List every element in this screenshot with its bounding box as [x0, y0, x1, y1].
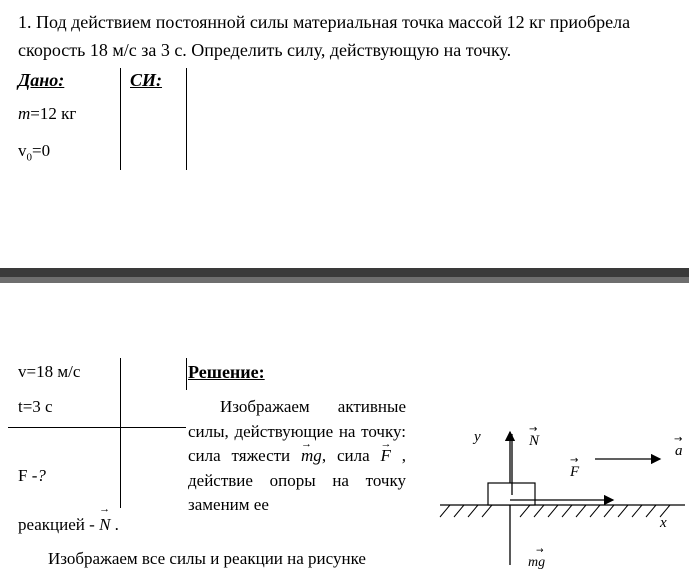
n-label-arrow: →: [529, 424, 538, 435]
solution-paragraph-3: Изображаем все силы и реакции на рисунке: [48, 549, 366, 568]
given-time: t=3 с: [18, 397, 53, 416]
page-break-edge: [0, 277, 689, 283]
n-vector: → N: [99, 515, 110, 535]
mg-vector: → mg: [301, 444, 322, 469]
given-velocity: v=18 м/с: [18, 362, 81, 381]
solution-paragraph-2: реакцией - → N .: [18, 515, 119, 535]
f-label: F: [570, 464, 580, 480]
mg-label: mg: [528, 555, 546, 570]
table-divider-2: [186, 68, 187, 170]
force-diagram: [430, 420, 689, 578]
a-label-arrow: →: [674, 434, 683, 445]
problem-statement: 1. Под действием постоянной силы материальная точка массой 12 кг приобрела скорость 18 м/с за 3 с. Определить силу, действующую на точку.: [18, 12, 631, 60]
f-label-arrow: →: [570, 455, 579, 466]
solution-paragraph-1: Изображаем активные силы, действующие на точку: сила тяжести → mg, сила → F , действие опоры на точку заменим ее: [188, 395, 406, 518]
solution-title: Решение:: [188, 362, 265, 382]
n-label: N: [529, 433, 540, 449]
si-header: СИ:: [130, 70, 163, 90]
given-mass: m=12 кг: [18, 104, 77, 123]
find-force: F -?: [18, 466, 46, 485]
table-find-separator: [8, 427, 186, 428]
ground-hatching: [440, 505, 670, 517]
given-header: Дано:: [18, 70, 65, 90]
a-label: a: [675, 443, 683, 459]
table-divider-3: [120, 358, 121, 508]
given-initial-velocity: $v_0=0$: [18, 141, 51, 164]
f-vector: → F: [381, 444, 391, 469]
page-break-band: [0, 268, 689, 277]
y-axis-label: y: [474, 429, 481, 445]
x-axis-label: x: [660, 515, 667, 531]
table-divider-1: [120, 68, 121, 170]
table-divider-4: [186, 358, 187, 390]
mg-label-arrow: →: [536, 546, 544, 556]
